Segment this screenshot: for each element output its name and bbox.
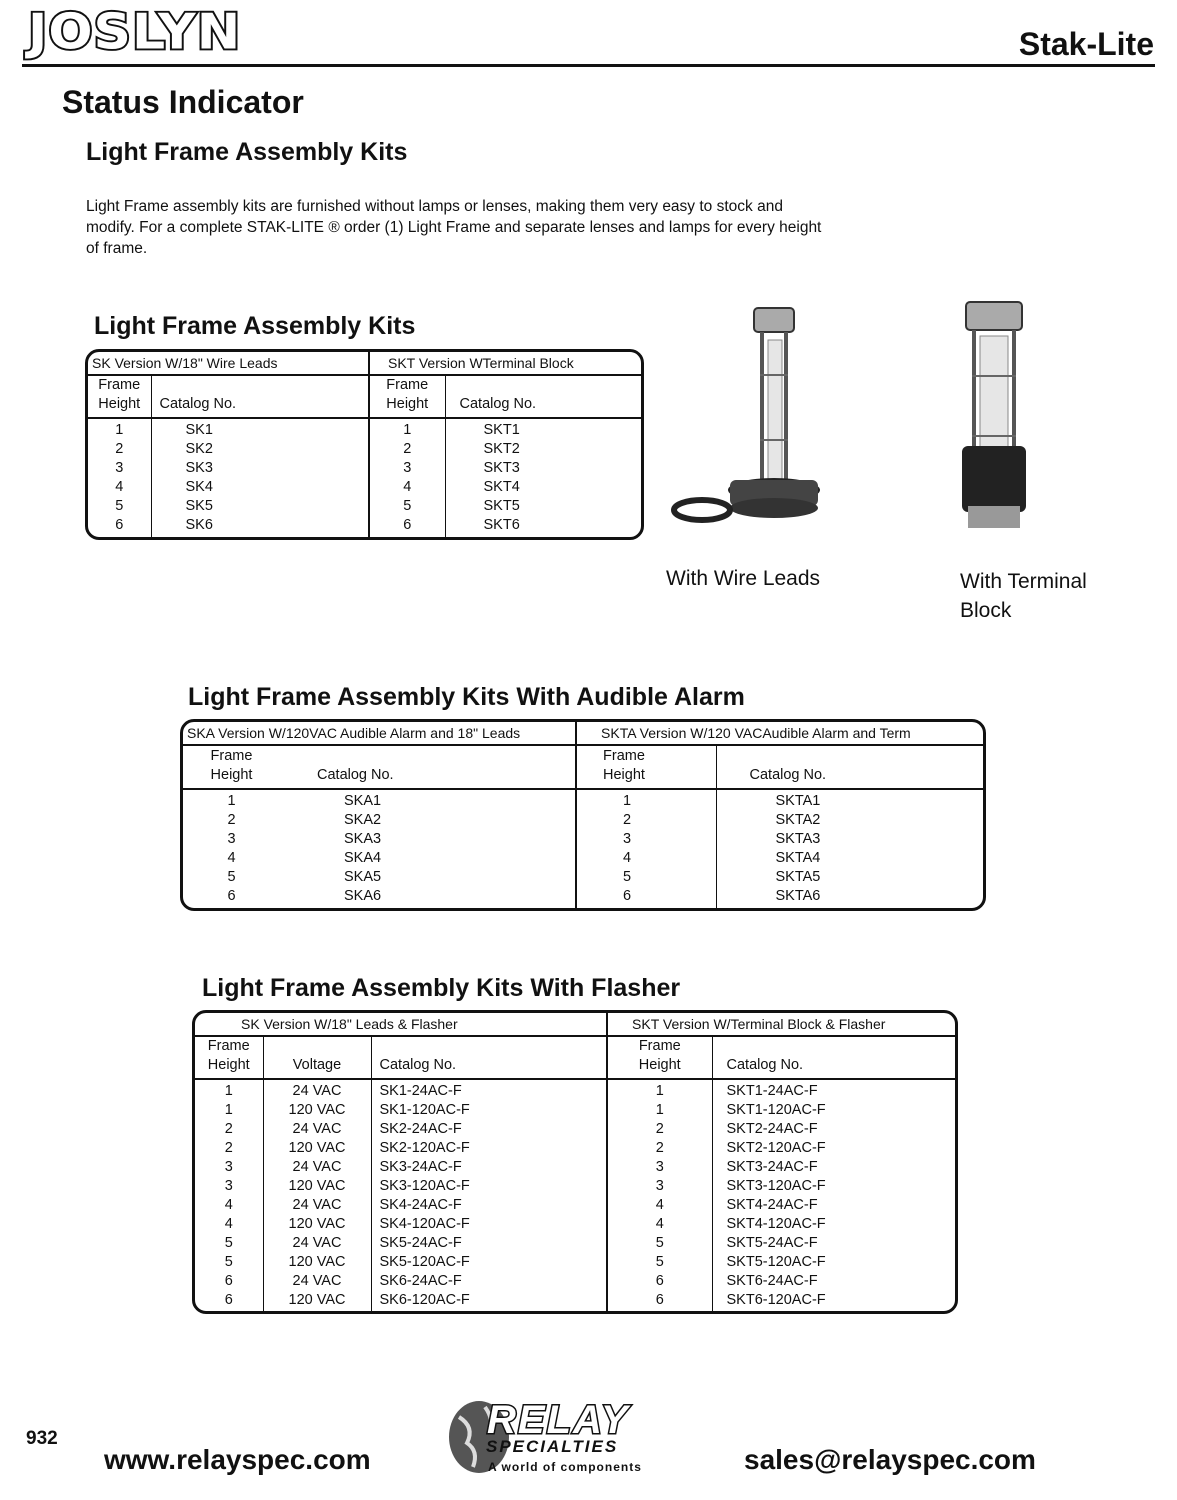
page-title: Status Indicator: [62, 84, 304, 120]
table3-col-frame-height: Frame Height: [195, 1036, 263, 1079]
catalog-no-cell: SK6: [185, 517, 213, 533]
table2-catalog-right: [716, 789, 983, 908]
table2-col-catalog-right: Catalog No.: [716, 745, 983, 789]
catalog-no-cell: SKA1: [344, 793, 382, 809]
frame-height-cell: 6: [623, 888, 632, 904]
catalog-no-cell: SKTA2: [775, 812, 821, 828]
frame-height-cell: 1: [403, 422, 412, 438]
catalog-no-cell: SK6-120AC-F: [379, 1292, 470, 1308]
table1-title: Light Frame Assembly Kits: [94, 312, 416, 340]
catalog-no-cell: SKT6-24AC-F: [726, 1273, 818, 1289]
table3-heights-left: [195, 1079, 263, 1311]
table1-col-catalog-right: Catalog No.: [445, 375, 641, 418]
catalog-no-cell: SKT5: [483, 498, 520, 514]
frame-height-cell: 4: [224, 1216, 233, 1232]
catalog-no-cell: SKA3: [344, 831, 382, 847]
table3-col-catalog: Catalog No.: [371, 1036, 607, 1079]
catalog-no-cell: SKT5-24AC-F: [726, 1235, 818, 1251]
catalog-no-cell: SKTA1: [775, 793, 821, 809]
catalog-no-cell: SKT6: [483, 517, 520, 533]
table3-heights-right: [607, 1079, 712, 1311]
specialties-logo-word: SPECIALTIES: [486, 1437, 619, 1456]
frame-height-cell: 5: [655, 1235, 664, 1251]
table3-right-version: SKT Version W/Terminal Block & Flasher: [607, 1013, 955, 1036]
table1-col-catalog: Catalog No.: [151, 375, 369, 418]
frame-height-cell: 3: [227, 831, 236, 847]
voltage-cell: 24 VAC: [292, 1159, 342, 1175]
frame-height-cell: 4: [224, 1197, 233, 1213]
frame-height-cell: 6: [655, 1292, 664, 1308]
frame-height-cell: 4: [115, 479, 124, 495]
frame-height-cell: 3: [623, 831, 632, 847]
table3-col-voltage: Voltage: [263, 1036, 371, 1079]
catalog-no-cell: SK3-120AC-F: [379, 1178, 470, 1194]
catalog-no-cell: SK4: [185, 479, 213, 495]
header-divider: [22, 64, 1155, 67]
frame-height-cell: 3: [655, 1159, 664, 1175]
frame-height-cell: 5: [655, 1254, 664, 1270]
frame-height-cell: 4: [655, 1216, 664, 1232]
voltage-cell: 120 VAC: [288, 1216, 346, 1232]
frame-height-cell: 3: [224, 1178, 233, 1194]
table2-right-version: SKTA Version W/120 VACAudible Alarm and Term: [576, 722, 983, 745]
catalog-no-cell: SKT2: [483, 441, 520, 457]
catalog-no-cell: SK3-24AC-F: [379, 1159, 462, 1175]
catalog-no-cell: SKT4-24AC-F: [726, 1197, 818, 1213]
frame-height-cell: 3: [115, 460, 124, 476]
voltage-cell: 120 VAC: [288, 1254, 346, 1270]
frame-height-cell: 2: [655, 1140, 664, 1156]
frame-height-cell: 2: [403, 441, 412, 457]
table2-left-version: SKA Version W/120VAC Audible Alarm and 18" Leads: [183, 722, 576, 745]
catalog-no-cell: SKTA3: [775, 831, 821, 847]
logo-tagline: A world of components: [488, 1460, 642, 1474]
frame-height-cell: 1: [224, 1102, 233, 1118]
table2-heights-left: [183, 789, 280, 908]
catalog-no-cell: SKTA5: [775, 869, 821, 885]
caption-wire-leads: With Wire Leads: [666, 567, 821, 590]
table2-heights-right: [576, 789, 716, 908]
catalog-no-cell: SKT1-24AC-F: [726, 1083, 818, 1099]
frame-height-cell: 1: [227, 793, 236, 809]
voltage-cell: 24 VAC: [292, 1197, 342, 1213]
catalog-no-cell: SKT3-24AC-F: [726, 1159, 818, 1175]
frame-height-cell: 3: [655, 1178, 664, 1194]
page-subtitle: Light Frame Assembly Kits: [86, 138, 408, 166]
caption-terminal-block: With Terminal Block: [960, 570, 1087, 622]
catalog-no-cell: SK1-120AC-F: [379, 1102, 470, 1118]
table1-catalog-right: [445, 418, 641, 537]
frame-height-cell: 6: [224, 1292, 233, 1308]
frame-height-cell: 5: [403, 498, 412, 514]
voltage-cell: 24 VAC: [292, 1235, 342, 1251]
catalog-no-cell: SK6-24AC-F: [379, 1273, 462, 1289]
frame-height-cell: 2: [224, 1140, 233, 1156]
table1-heights-right: [369, 418, 445, 537]
intro-paragraph: Light Frame assembly kits are furnished without lamps or lenses, making them very easy to stock and modify. For a complete STAK-LITE ® order (1) Light Frame and separate lenses and lamps for every height of frame.: [86, 198, 822, 257]
table2-catalog-left: [280, 789, 576, 908]
catalog-no-cell: SKT5-120AC-F: [726, 1254, 826, 1270]
catalog-no-cell: SKTA6: [775, 888, 821, 904]
frame-height-cell: 4: [623, 850, 632, 866]
voltage-cell: 120 VAC: [288, 1292, 346, 1308]
voltage-cell: 120 VAC: [288, 1102, 346, 1118]
table2-title: Light Frame Assembly Kits With Audible Alarm: [188, 683, 745, 711]
catalog-no-cell: SK2-24AC-F: [379, 1121, 462, 1137]
table2-col-frame-height-right: Frame Height: [576, 745, 716, 789]
catalog-no-cell: SKTA4: [775, 850, 821, 866]
catalog-no-cell: SKA6: [344, 888, 382, 904]
catalog-no-cell: SKT1: [483, 422, 520, 438]
voltage-cell: 120 VAC: [288, 1178, 346, 1194]
frame-height-cell: 3: [224, 1159, 233, 1175]
table1-left-version: SK Version W/18" Wire Leads: [88, 352, 369, 375]
catalog-no-cell: SKT4-120AC-F: [726, 1216, 826, 1232]
catalog-no-cell: SKT2-120AC-F: [726, 1140, 826, 1156]
voltage-cell: 24 VAC: [292, 1273, 342, 1289]
frame-height-cell: 4: [227, 850, 236, 866]
frame-height-cell: 1: [224, 1083, 233, 1099]
catalog-no-cell: SK2-120AC-F: [379, 1140, 470, 1156]
frame-height-cell: 1: [115, 422, 124, 438]
table3-left-version: SK Version W/18" Leads & Flasher: [195, 1013, 607, 1036]
table1-right-version: SKT Version WTerminal Block: [369, 352, 641, 375]
catalog-no-cell: SK1-24AC-F: [379, 1083, 462, 1099]
table2-col-catalog: Catalog No.: [280, 745, 576, 789]
frame-height-cell: 3: [403, 460, 412, 476]
frame-height-cell: 2: [655, 1121, 664, 1137]
table3: [192, 1010, 958, 1314]
frame-height-cell: 6: [224, 1273, 233, 1289]
frame-height-cell: 4: [655, 1197, 664, 1213]
frame-height-cell: 2: [623, 812, 632, 828]
catalog-no-cell: SKA2: [344, 812, 382, 828]
page-number: 932: [26, 1428, 58, 1449]
catalog-no-cell: SK2: [185, 441, 213, 457]
catalog-no-cell: SKT3-120AC-F: [726, 1178, 826, 1194]
catalog-no-cell: SKT2-24AC-F: [726, 1121, 818, 1137]
relay-logo-word: RELAY: [487, 1398, 630, 1442]
frame-height-cell: 5: [623, 869, 632, 885]
frame-height-cell: 1: [655, 1102, 664, 1118]
product-line-title: Stak-Lite: [1018, 26, 1154, 62]
frame-height-cell: 4: [403, 479, 412, 495]
frame-height-cell: 2: [115, 441, 124, 457]
frame-height-cell: 6: [403, 517, 412, 533]
table1-col-frame-height: Frame Height: [88, 375, 151, 418]
catalog-no-cell: SK5-120AC-F: [379, 1254, 470, 1270]
frame-height-cell: 1: [623, 793, 632, 809]
terminal-block-frame-image: [950, 296, 1040, 536]
catalog-no-cell: SKT6-120AC-F: [726, 1292, 826, 1308]
frame-height-cell: 6: [655, 1273, 664, 1289]
email-link[interactable]: sales@relayspec.com: [744, 1444, 1036, 1475]
table3-col-frame-height-right: Frame Height: [607, 1036, 712, 1079]
frame-height-cell: 5: [224, 1254, 233, 1270]
frame-height-cell: 2: [224, 1121, 233, 1137]
table3-col-catalog-right: Catalog No.: [712, 1036, 955, 1079]
joslyn-logo: JOSLYN: [28, 4, 242, 61]
website-link[interactable]: www.relayspec.com: [104, 1444, 371, 1475]
frame-height-cell: 2: [227, 812, 236, 828]
table1: [85, 349, 644, 540]
table3-voltages: [263, 1079, 371, 1311]
table3-title: Light Frame Assembly Kits With Flasher: [202, 974, 681, 1002]
table1-col-frame-height-right: Frame Height: [369, 375, 445, 418]
frame-height-cell: 1: [655, 1083, 664, 1099]
voltage-cell: 24 VAC: [292, 1083, 342, 1099]
catalog-no-cell: SK3: [185, 460, 213, 476]
table1-catalog-left: [151, 418, 369, 537]
frame-height-cell: 5: [224, 1235, 233, 1251]
catalog-no-cell: SK5-24AC-F: [379, 1235, 462, 1251]
catalog-no-cell: SK4-120AC-F: [379, 1216, 470, 1232]
catalog-no-cell: SKT3: [483, 460, 520, 476]
table1-heights-left: [88, 418, 151, 537]
catalog-no-cell: SKT4: [483, 479, 520, 495]
table3-catalog-right: [712, 1079, 955, 1311]
catalog-no-cell: SK4-24AC-F: [379, 1197, 462, 1213]
wire-leads-frame-image: [668, 300, 828, 530]
frame-height-cell: 5: [227, 869, 236, 885]
frame-height-cell: 5: [115, 498, 124, 514]
frame-height-cell: 6: [227, 888, 236, 904]
table3-catalog-left: [371, 1079, 607, 1311]
voltage-cell: 24 VAC: [292, 1121, 342, 1137]
catalog-no-cell: SKT1-120AC-F: [726, 1102, 826, 1118]
catalog-no-cell: SKA4: [344, 850, 382, 866]
catalog-no-cell: SK1: [185, 422, 213, 438]
catalog-no-cell: SKA5: [344, 869, 382, 885]
table2: [180, 719, 986, 911]
frame-height-cell: 6: [115, 517, 124, 533]
catalog-no-cell: SK5: [185, 498, 213, 514]
voltage-cell: 120 VAC: [288, 1140, 346, 1156]
table2-col-frame-height: Frame Height: [183, 745, 280, 789]
